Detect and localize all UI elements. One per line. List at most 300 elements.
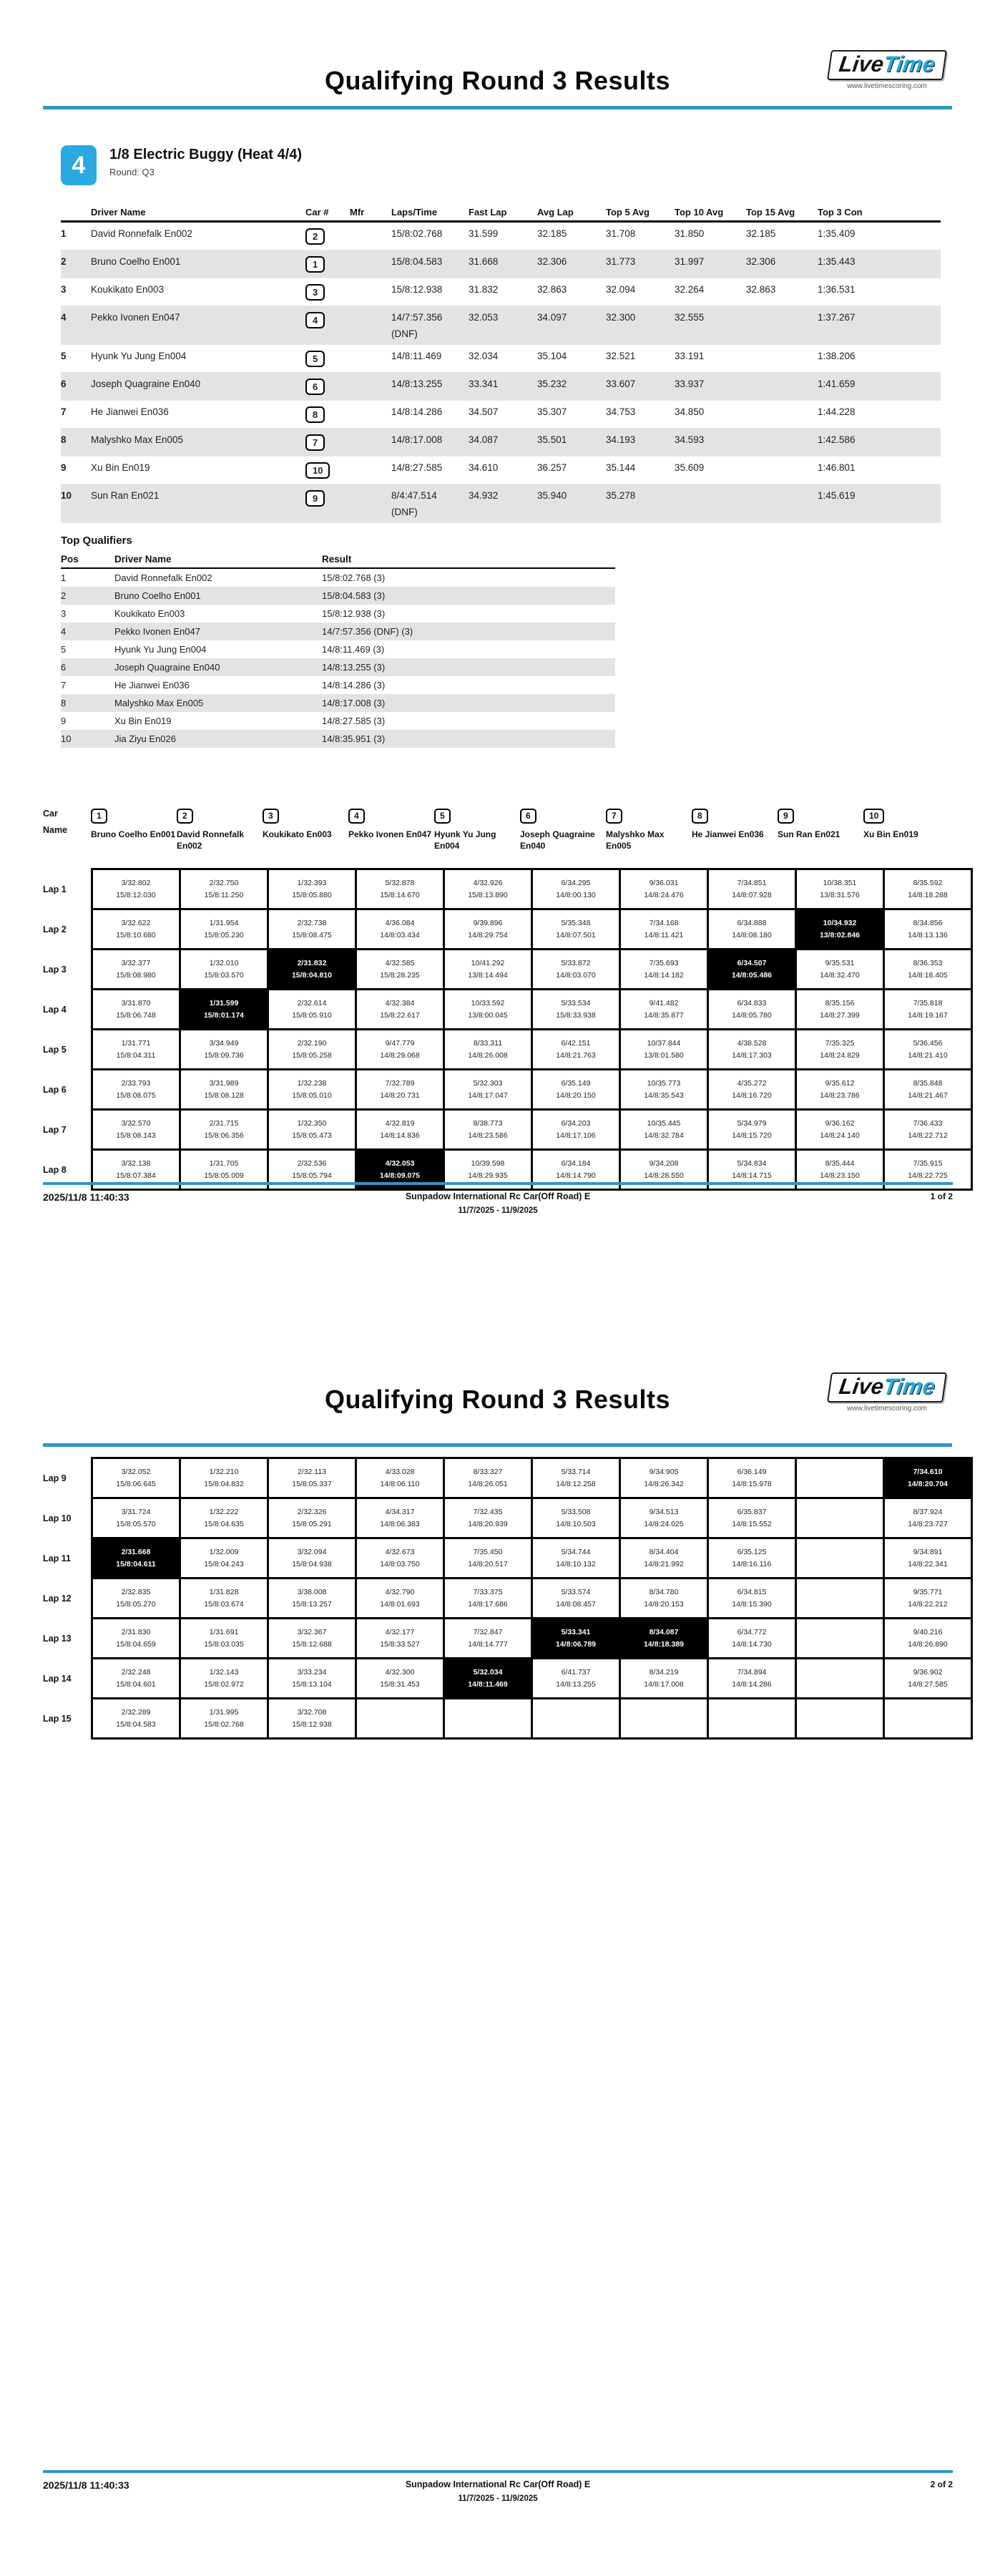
lap-projected-total: 15/8:33.938 xyxy=(556,1010,596,1020)
lap-cell xyxy=(708,1110,796,1150)
result-cell xyxy=(350,484,391,523)
lap-position-time: 10/34.932 xyxy=(823,918,857,927)
lap-position-time: 8/34.087 xyxy=(649,1627,679,1636)
lap-cell xyxy=(180,1030,268,1070)
lap-position-time: 1/31.995 xyxy=(209,1707,239,1717)
lap-row xyxy=(43,990,972,1030)
lap-position-time: 8/35.848 xyxy=(913,1078,943,1088)
car-number-badge: 5 xyxy=(305,351,325,367)
page1-footer xyxy=(43,1182,953,1215)
lap-position-time: 10/35.445 xyxy=(647,1118,681,1128)
lap-chart-car-column xyxy=(348,809,434,824)
lap-position-time: 7/33.375 xyxy=(473,1587,503,1596)
col-top10-avg: Top 10 Avg xyxy=(675,204,746,222)
lap-cell xyxy=(708,1579,796,1619)
driver-name: Xu Bin En019 xyxy=(863,829,918,839)
result-cell: 31.773 xyxy=(606,256,636,267)
lap-position-time: 1/32.009 xyxy=(209,1547,239,1556)
result-cell: 31.832 xyxy=(469,284,499,295)
driver-name: David Ronnefalk En002 xyxy=(177,829,245,851)
result-cell: 35.609 xyxy=(675,462,705,473)
lap-position-time: 10/35.773 xyxy=(647,1078,681,1088)
lap-cell xyxy=(180,1619,268,1659)
lap-projected-total: 14/8:32.784 xyxy=(644,1131,684,1140)
result-cell: 31.997 xyxy=(675,256,705,267)
lap-projected-total: 15/8:05.880 xyxy=(292,890,332,899)
lap-projected-total: 14/8:06.789 xyxy=(555,1639,597,1649)
lap-cell-fastest xyxy=(444,1659,532,1699)
lap-position-time: 3/38.008 xyxy=(297,1587,327,1596)
tq-cell: Hyunk Yu Jung En004 xyxy=(114,644,207,655)
livetime-logo xyxy=(819,50,955,90)
position-cell: 2 xyxy=(61,256,67,267)
lap-projected-total: 13/8:02.846 xyxy=(819,930,861,940)
top-qualifiers-body xyxy=(61,568,615,748)
result-cell: 14/8:13.255 xyxy=(391,379,443,389)
tq-cell: 14/8:14.286 (3) xyxy=(322,680,386,691)
footer-event-dates: 11/7/2025 - 11/9/2025 xyxy=(458,1206,538,1215)
result-cell: 32.185 xyxy=(746,228,776,239)
lap-cell xyxy=(180,1659,268,1699)
lap-position-time: 7/35.693 xyxy=(649,958,679,967)
result-cell: 14/7:57.356 (DNF) xyxy=(391,306,469,345)
result-cell xyxy=(746,484,818,523)
lap-cell xyxy=(268,1498,356,1538)
lap-position-time: 8/34.404 xyxy=(649,1547,679,1556)
lap-cell xyxy=(532,1070,620,1110)
lap-projected-total: 14/8:24.476 xyxy=(644,890,684,899)
lap-position-time: 7/34.168 xyxy=(649,918,679,927)
lap-position-time: 4/32.790 xyxy=(385,1587,415,1596)
lap-projected-total: 14/8:26.342 xyxy=(644,1479,684,1488)
lap-projected-total: 14/8:17.008 xyxy=(644,1679,684,1689)
lap-position-time: 6/36.149 xyxy=(737,1467,767,1476)
lap-row xyxy=(43,950,972,990)
lap-row xyxy=(43,869,972,909)
lap-projected-total: 15/8:04.243 xyxy=(204,1559,244,1568)
lap-cell xyxy=(180,1110,268,1150)
footer-page-number: 1 of 2 xyxy=(930,1191,953,1201)
position-cell: 9 xyxy=(61,462,67,473)
result-cell: 15/8:02.768 xyxy=(391,228,443,239)
livetime-url: www.livetimescoring.com xyxy=(847,1405,927,1413)
result-cell: 35.104 xyxy=(537,351,567,361)
lap-cell xyxy=(620,990,708,1030)
lap-cell xyxy=(444,1110,532,1150)
col-driver: Driver Name xyxy=(91,204,305,222)
lap-projected-total: 15/8:01.174 xyxy=(203,1010,245,1020)
lap-cell xyxy=(268,1619,356,1659)
car-number-cell xyxy=(305,429,350,457)
result-cell: 34.610 xyxy=(469,462,499,473)
lap-projected-total: 15/8:08.128 xyxy=(204,1091,244,1100)
lap-cell xyxy=(180,1538,268,1579)
lap-projected-total: 14/8:24.140 xyxy=(820,1131,860,1140)
lap-chart-driver-name xyxy=(263,825,348,868)
lap-projected-total: 14/8:23.786 xyxy=(820,1091,860,1100)
lap-position-time: 1/32.210 xyxy=(209,1467,239,1476)
lap-cell-fastest xyxy=(180,990,268,1030)
lap-cell xyxy=(884,1538,972,1579)
position-cell: 7 xyxy=(61,406,67,417)
lap-projected-total: 15/8:04.659 xyxy=(116,1639,156,1649)
lap-cell xyxy=(444,1699,532,1739)
lap-chart-car-column xyxy=(606,809,692,824)
lap-position-time: 10/37.844 xyxy=(647,1038,681,1048)
tq-cell: 15/8:02.768 (3) xyxy=(322,572,386,583)
lap-cell xyxy=(444,1619,532,1659)
lap-row xyxy=(43,1659,972,1699)
result-cell: 1:35.409 xyxy=(818,228,856,239)
lap-position-time: 9/35.612 xyxy=(825,1078,855,1088)
result-cell: 34.932 xyxy=(469,490,499,501)
lap-position-time: 6/34.507 xyxy=(737,958,767,967)
header-divider-line xyxy=(43,106,952,109)
lap-position-time: 5/34.744 xyxy=(561,1547,591,1556)
lap-cell xyxy=(796,1538,884,1579)
lap-projected-total: 15/8:06.748 xyxy=(116,1010,156,1020)
heat-number-badge: 4 xyxy=(61,145,97,185)
lap-position-time: 5/33.714 xyxy=(561,1467,591,1476)
position-cell: 5 xyxy=(61,351,67,361)
lap-cell xyxy=(92,1458,180,1498)
tq-cell: 5 xyxy=(61,644,67,655)
result-cell xyxy=(350,222,391,250)
lap-projected-total: 14/8:18.389 xyxy=(643,1639,685,1649)
lap-cell xyxy=(708,909,796,950)
lap-position-time: 10/41.292 xyxy=(471,958,505,967)
driver-name: Koukikato En003 xyxy=(263,829,332,839)
page-title: Qualifying Round 3 Results xyxy=(324,66,671,95)
lap-cell xyxy=(532,1538,620,1579)
result-cell xyxy=(746,429,818,457)
lap-position-time: 5/34.834 xyxy=(737,1158,767,1168)
lap-position-time: 3/32.622 xyxy=(121,918,151,927)
tq-col-driver: Driver Name xyxy=(114,551,322,568)
results-row xyxy=(61,484,941,523)
lap-position-time: 8/36.353 xyxy=(913,958,943,967)
results-row xyxy=(61,457,941,484)
lap-cell xyxy=(356,1699,444,1739)
lap-position-time: 7/35.325 xyxy=(825,1038,855,1048)
result-cell xyxy=(746,373,818,401)
lap-position-time: 6/35.837 xyxy=(737,1507,767,1516)
lap-cell xyxy=(268,1659,356,1699)
lap-position-time: 2/32.248 xyxy=(121,1667,151,1677)
lap-cell xyxy=(708,1659,796,1699)
lap-chart-car-column xyxy=(692,809,778,824)
tq-cell: 14/8:27.585 (3) xyxy=(322,716,386,726)
lap-projected-total: 14/8:16.116 xyxy=(732,1559,772,1568)
lap-cell xyxy=(796,1070,884,1110)
col-mfr: Mfr xyxy=(350,204,391,222)
lap-chart-name-label: Name xyxy=(43,825,68,835)
lap-cell xyxy=(180,950,268,990)
col-top5-avg: Top 5 Avg xyxy=(606,204,675,222)
lap-projected-total: 13/8:31.576 xyxy=(820,890,860,899)
lap-cell xyxy=(620,869,708,909)
lap-projected-total: 14/8:15.390 xyxy=(732,1599,772,1609)
position-cell: 6 xyxy=(61,379,67,389)
tq-col-result: Result xyxy=(322,551,615,568)
result-cell: 32.555 xyxy=(675,312,705,323)
lap-projected-total: 15/8:02.768 xyxy=(204,1719,244,1729)
lap-projected-total: 14/8:09.075 xyxy=(379,1171,421,1180)
lap-position-time: 9/34.905 xyxy=(649,1467,679,1476)
top-qualifiers-title: Top Qualifiers xyxy=(61,535,132,547)
lap-position-time: 1/32.350 xyxy=(297,1118,327,1128)
result-cell xyxy=(746,306,818,345)
lap-label: Lap 3 xyxy=(43,964,67,975)
lap-position-time: 4/35.272 xyxy=(737,1078,767,1088)
lap-projected-total: 15/8:12.938 xyxy=(292,1719,332,1729)
lap-projected-total: 14/8:27.399 xyxy=(820,1010,860,1020)
lap-position-time: 4/32.673 xyxy=(385,1547,415,1556)
lap-projected-total: 15/8:06.356 xyxy=(204,1131,244,1140)
footer-event-name: Sunpadow International Rc Car(Off Road) E xyxy=(405,1191,591,1201)
result-cell: 1:41.659 xyxy=(818,379,856,389)
lap-cell xyxy=(92,1699,180,1739)
result-cell: 32.094 xyxy=(606,284,636,295)
result-cell: 35.501 xyxy=(537,434,567,445)
lap-position-time: 7/34.851 xyxy=(737,878,767,887)
lap-cell xyxy=(884,1619,972,1659)
lap-projected-total: 14/8:03.750 xyxy=(380,1559,420,1568)
lap-cell xyxy=(444,909,532,950)
car-number-cell xyxy=(305,278,350,306)
tq-cell: 15/8:12.938 (3) xyxy=(322,608,386,619)
lap-position-time: 4/36.084 xyxy=(385,918,415,927)
tq-cell: 7 xyxy=(61,680,67,691)
lap-position-time: 6/34.888 xyxy=(737,918,767,927)
lap-position-time: 4/32.585 xyxy=(385,958,415,967)
lap-chart-car-column xyxy=(778,809,863,824)
result-cell: 1:36.531 xyxy=(818,284,856,295)
result-cell xyxy=(350,278,391,306)
lap-label: Lap 15 xyxy=(43,1713,72,1724)
lap-position-time: 7/35.450 xyxy=(473,1547,503,1556)
lap-cell xyxy=(444,990,532,1030)
lap-cell xyxy=(356,1458,444,1498)
lap-cell xyxy=(796,1110,884,1150)
lap-projected-total: 15/8:12.030 xyxy=(116,890,156,899)
car-number-badge: 2 xyxy=(305,228,325,245)
tq-cell: Pekko Ivonen En047 xyxy=(114,626,200,637)
lap-row xyxy=(43,1030,972,1070)
car-number-badge: 2 xyxy=(177,809,193,824)
lap-position-time: 3/32.570 xyxy=(121,1118,151,1128)
lap-cell xyxy=(884,909,972,950)
results-row xyxy=(61,429,941,457)
tq-cell: David Ronnefalk En002 xyxy=(114,572,212,583)
lap-projected-total: 15/8:07.384 xyxy=(116,1171,156,1180)
footer-event-name: Sunpadow International Rc Car(Off Road) E xyxy=(405,2479,591,2489)
lap-position-time: 2/32.750 xyxy=(209,878,239,887)
result-cell: 1:45.619 xyxy=(818,490,856,501)
lap-label: Lap 10 xyxy=(43,1513,72,1523)
result-cell: 1:46.801 xyxy=(818,462,856,473)
lap-chart-car-column xyxy=(263,809,348,824)
lap-projected-total: 14/8:29.068 xyxy=(380,1050,420,1060)
lap-cell xyxy=(444,1579,532,1619)
lap-position-time: 1/31.705 xyxy=(209,1158,239,1168)
lap-cell xyxy=(884,950,972,990)
top-qualifiers-header-row xyxy=(61,551,615,568)
result-cell xyxy=(350,429,391,457)
result-cell: 35.144 xyxy=(606,462,636,473)
results-body xyxy=(61,222,941,523)
lap-position-time: 2/31.830 xyxy=(121,1627,151,1636)
lap-cell-fastest xyxy=(796,909,884,950)
result-cell: 34.507 xyxy=(469,406,499,417)
lap-position-time: 5/36.456 xyxy=(913,1038,943,1048)
lap-cell xyxy=(708,1070,796,1110)
result-cell: 31.668 xyxy=(469,256,499,267)
car-number-badge: 9 xyxy=(778,809,794,824)
result-cell: Pekko Ivonen En047 xyxy=(91,312,180,323)
lap-cell-fastest xyxy=(620,1619,708,1659)
lap-projected-total: 14/8:15.978 xyxy=(732,1479,772,1488)
lap-projected-total: 14/8:17.686 xyxy=(468,1599,508,1609)
lap-position-time: 7/32.789 xyxy=(385,1078,415,1088)
lap-cell xyxy=(356,869,444,909)
lap-position-time: 5/33.872 xyxy=(561,958,591,967)
lap-cell xyxy=(620,950,708,990)
car-number-badge: 5 xyxy=(434,809,451,824)
lap-cell xyxy=(708,869,796,909)
lap-cell xyxy=(532,1458,620,1498)
lap-cell xyxy=(532,1498,620,1538)
lap-projected-total: 15/8:33.527 xyxy=(380,1639,420,1649)
results-row xyxy=(61,222,941,250)
lap-chart-car-numbers xyxy=(91,809,949,824)
position-cell: 10 xyxy=(61,490,72,501)
lap-position-time: 6/34.815 xyxy=(737,1587,767,1596)
lap-position-time: 4/32.053 xyxy=(385,1158,415,1168)
result-cell xyxy=(350,457,391,484)
lap-projected-total: 15/8:03.570 xyxy=(204,970,244,980)
tq-cell: Joseph Quagraine En040 xyxy=(114,662,220,673)
heat-header xyxy=(61,145,995,185)
result-cell: 33.937 xyxy=(675,379,705,389)
car-number-cell xyxy=(305,250,350,278)
lap-position-time: 1/32.222 xyxy=(209,1507,239,1516)
livetime-url: www.livetimescoring.com xyxy=(847,82,927,91)
lap-projected-total: 14/8:14.836 xyxy=(380,1131,420,1140)
lap-cell xyxy=(268,909,356,950)
lap-projected-total: 14/8:20.704 xyxy=(907,1479,949,1488)
lap-position-time: 7/35.915 xyxy=(913,1158,943,1168)
car-number-cell xyxy=(305,345,350,373)
lap-cell xyxy=(884,869,972,909)
result-cell: 32.863 xyxy=(746,284,776,295)
position-cell: 4 xyxy=(61,312,67,323)
result-cell: 32.306 xyxy=(746,256,776,267)
heat-round: Round: Q3 xyxy=(109,167,155,177)
lap-projected-total: 14/8:15.720 xyxy=(732,1131,772,1140)
result-cell: 1:38.206 xyxy=(818,351,856,361)
lap-projected-total: 14/8:17.303 xyxy=(732,1050,772,1060)
lap-position-time: 3/31.989 xyxy=(209,1078,239,1088)
lap-projected-total: 14/8:01.693 xyxy=(380,1599,420,1609)
lap-row xyxy=(43,1458,972,1498)
lap-label: Lap 5 xyxy=(43,1044,67,1055)
lap-position-time: 6/34.203 xyxy=(561,1118,591,1128)
lap-cell xyxy=(180,1498,268,1538)
lap-cell xyxy=(532,1579,620,1619)
lap-projected-total: 14/8:07.928 xyxy=(732,890,772,899)
results-row xyxy=(61,306,941,345)
lap-position-time: 6/34.833 xyxy=(737,998,767,1008)
lap-projected-total: 15/8:04.601 xyxy=(116,1679,156,1689)
result-cell: 1:44.228 xyxy=(818,406,856,417)
result-cell: 32.264 xyxy=(675,284,705,295)
result-cell: 32.521 xyxy=(606,351,636,361)
result-cell xyxy=(675,484,746,523)
lap-projected-total: 14/8:22.725 xyxy=(908,1171,948,1180)
tq-cell: 14/8:17.008 (3) xyxy=(322,698,386,708)
driver-name: Sun Ran En021 xyxy=(778,829,840,839)
lap-position-time: 2/32.738 xyxy=(297,918,327,927)
car-number-badge: 4 xyxy=(348,809,365,824)
lap-projected-total: 14/8:26.051 xyxy=(468,1479,508,1488)
lap-position-time: 6/34.184 xyxy=(561,1158,591,1168)
result-cell: Malyshko Max En005 xyxy=(91,434,184,445)
lap-position-time: 7/34.894 xyxy=(737,1667,767,1677)
result-cell xyxy=(746,401,818,429)
page2-footer xyxy=(43,2470,953,2503)
result-cell: David Ronnefalk En002 xyxy=(91,228,192,239)
result-cell: 14/8:14.286 xyxy=(391,406,443,417)
tq-cell: 1 xyxy=(61,572,67,583)
lap-projected-total: 15/8:08.075 xyxy=(116,1091,156,1100)
result-cell: 34.850 xyxy=(675,406,705,417)
livetime-logo-mark: LiveTime xyxy=(827,1372,947,1402)
lap-projected-total: 14/8:23.727 xyxy=(908,1519,948,1528)
lap-cell xyxy=(268,1070,356,1110)
lap-position-time: 4/32.819 xyxy=(385,1118,415,1128)
lap-cell xyxy=(620,909,708,950)
lap-cell xyxy=(444,1030,532,1070)
lap-cell-fastest xyxy=(708,950,796,990)
lap-position-time: 2/32.190 xyxy=(297,1038,327,1048)
lap-projected-total: 14/8:26.890 xyxy=(908,1639,948,1649)
col-car: Car # xyxy=(305,204,350,222)
lap-cell xyxy=(796,1619,884,1659)
lap-label: Lap 14 xyxy=(43,1673,72,1684)
lap-cell xyxy=(884,1659,972,1699)
lap-cell xyxy=(356,950,444,990)
lap-cell-fastest xyxy=(532,1619,620,1659)
lap-position-time: 1/32.238 xyxy=(297,1078,327,1088)
lap-position-time: 8/34.219 xyxy=(649,1667,679,1677)
lap-cell xyxy=(620,1538,708,1579)
lap-chart-driver-name xyxy=(434,825,520,868)
tq-cell: 14/8:11.469 (3) xyxy=(322,644,385,655)
lap-projected-total: 15/8:28.235 xyxy=(380,970,420,980)
lap-position-time: 1/31.828 xyxy=(209,1587,239,1596)
lap-cell xyxy=(620,1030,708,1070)
lap-cell xyxy=(708,1030,796,1070)
lap-cell-fastest xyxy=(92,1538,180,1579)
result-cell xyxy=(350,373,391,401)
lap-projected-total: 15/8:31.453 xyxy=(380,1679,420,1689)
lap-cell xyxy=(92,909,180,950)
lap-cell xyxy=(796,1498,884,1538)
lap-position-time: 9/39.896 xyxy=(473,918,503,927)
car-number-badge: 9 xyxy=(305,490,325,507)
result-cell: 8/4:47.514 (DNF) xyxy=(391,484,469,523)
